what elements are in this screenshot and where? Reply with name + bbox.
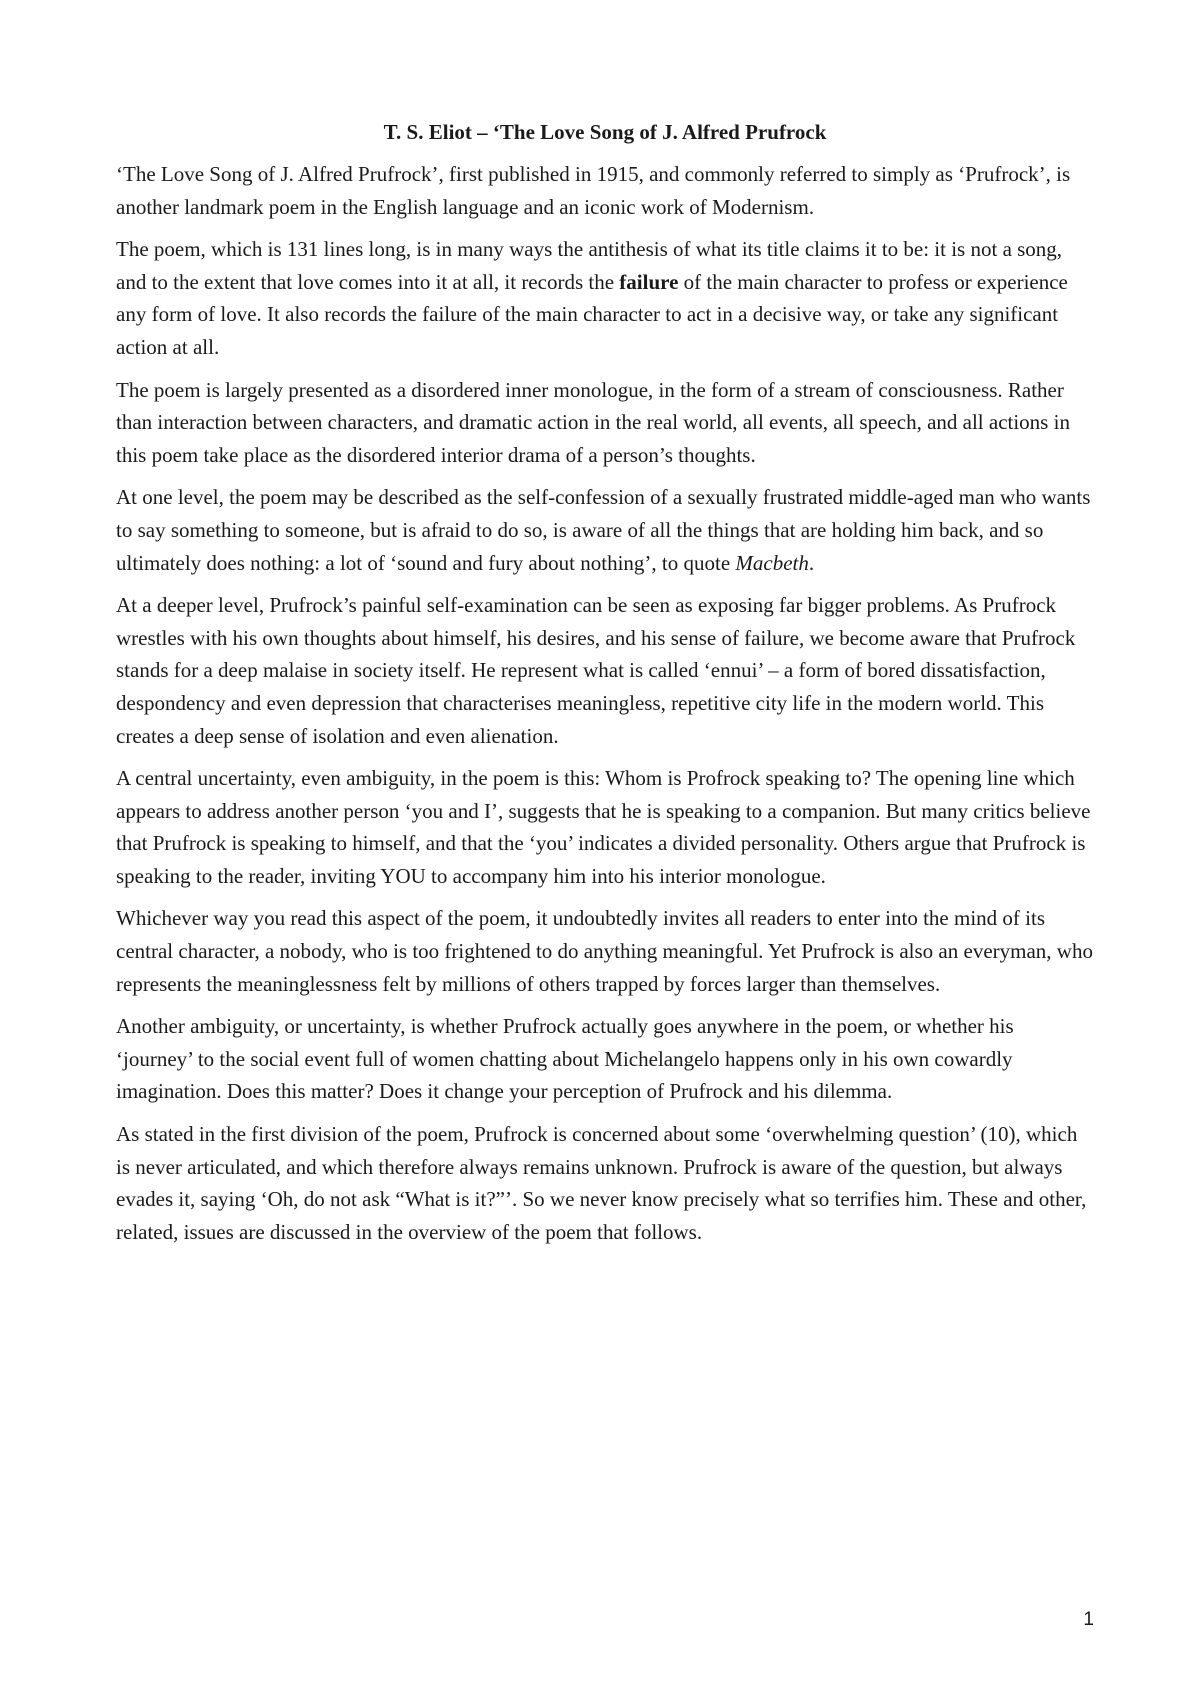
paragraph-deeper-level: At a deeper level, Prufrock’s painful self-examination can be seen as exposing far bigger problems. As Prufrock wrestles with his own thoughts about himself, his desires, and his sense of failure, we become aware that Prufrock stands for a deep malaise in society itself. He represent what is called ‘ennui’ – a form of bored dissatisfaction, despondency and even depression that characterises meaningless, repetitive city life in the modern world. This creates a deep sense of isolation and even alienation. — [116, 593, 1076, 748]
paragraph-ambiguity: A central uncertainty, even ambiguity, in the poem is this: Whom is Profrock speaking to? The opening line which appears to address another person ‘you and I’, suggests that he is speaking to a companion. But many critics believe that Prufrock is speaking to himself, and that the ‘you’ indicates a divided personality. Others argue that Prufrock is speaking to the reader, inviting YOU to accompany him into his interior monologue. — [116, 766, 1091, 888]
paragraph-monologue: The poem is largely presented as a disordered inner monologue, in the form of a stream of consciousness. Rather than interaction between characters, and dramatic action in the real world, all events, all speech, and all actions in this poem take place as the disordered interior drama of a person’s thoughts. — [116, 377, 1070, 467]
paragraph-self-confession — [116, 481, 1094, 579]
page-number: 1 — [1083, 1609, 1094, 1630]
paragraph-antithesis-text-end: of the main character to profess or experience any form of love. It also records the failure of the main character to act in a decisive way, or take any significant action at all. — [116, 269, 1068, 359]
paragraph-antithesis — [116, 233, 1094, 363]
emphasis-failure: failure — [619, 269, 679, 294]
paragraph-everyman: Whichever way you read this aspect of the poem, it undoubtedly invites all readers to enter into the mind of its central character, a nobody, who is too frightened to do anything meaningful. Yet Prufrock is also an everyman, who represents the meaninglessness felt by millions of others trapped by forces larger than themselves. — [116, 906, 1093, 996]
paragraph-antithesis-text-start: The poem, which is 131 lines long, is in many ways the antithesis of what its title claims it to be: it is not a song, and to the extent that love comes into it at all, it records the — [116, 237, 1063, 294]
paragraph-self-confession-text-start: At one level, the poem may be described as the self-confession of a sexually frustrated middle-aged man who wants to say something to someone, but is afraid to do so, is aware of all the things that are holding him back, and so ultimately does nothing: a lot of ‘sound and fury about nothing’, to quote — [116, 485, 1091, 575]
paragraph-intro: ‘The Love Song of J. Alfred Prufrock’, first published in 1915, and commonly referred to simply as ‘Prufrock’, is another landmark poem in the English language and an iconic work of Modernism. — [116, 162, 1071, 219]
document-title: T. S. Eliot – ‘The Love Song of J. Alfred Prufrock — [383, 120, 827, 144]
paragraph-journey: Another ambiguity, or uncertainty, is whether Prufrock actually goes anywhere in the poem, or whether his ‘journey’ to the social event full of women chatting about Michelangelo happens only in his own cowardly imagination. Does this matter? Does it change your perception of Prufrock and his dilemma. — [116, 1014, 1014, 1104]
paragraph-self-confession-text-end: . — [808, 550, 815, 575]
document-body — [116, 116, 1094, 1258]
emphasis-macbeth: Macbeth — [735, 550, 809, 575]
paragraph-overwhelming-question: As stated in the first division of the poem, Prufrock is concerned about some ‘overwhelming question’ (10), which is never articulated, and which therefore always remains unknown. Prufrock is aware of the question, but always evades it, saying ‘Oh, do not ask “What is it?”’. So we never know precisely what so terrifies him. These and other, related, issues are discussed in the overview of the poem that follows. — [116, 1122, 1087, 1244]
